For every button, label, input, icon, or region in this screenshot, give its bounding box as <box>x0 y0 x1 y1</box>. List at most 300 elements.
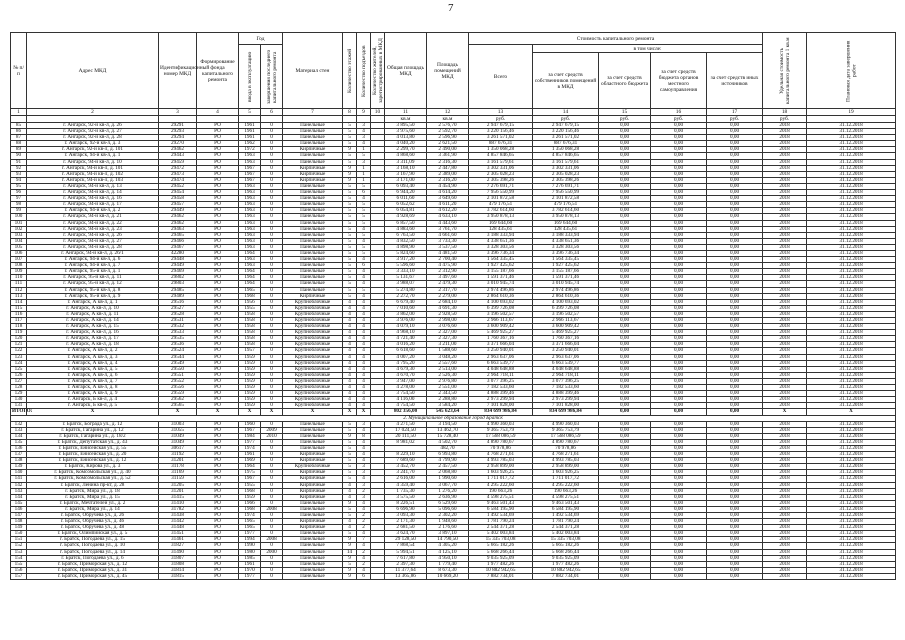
table-cell: 29469 <box>159 269 197 275</box>
table-cell: РО <box>197 232 239 238</box>
col-header-year-group: Год <box>239 33 283 45</box>
table-cell: 4 481,50 <box>427 250 469 256</box>
table-cell: 86 <box>11 129 27 135</box>
col-header-floors: Количество этажей <box>343 33 357 109</box>
table-cell: 4 338 651,36 <box>469 238 533 244</box>
table-cell: 31201 <box>159 458 197 464</box>
table-cell: 4 <box>343 330 357 336</box>
table-cell: 0 <box>261 226 283 232</box>
table-cell: 1 <box>357 147 371 153</box>
table-cell: г. Ангарск, А кв-л, д. 14 <box>27 318 159 324</box>
table-cell: 1967 <box>239 476 261 482</box>
col-header-address: Адрес МКД <box>27 33 159 109</box>
table-cell: Панельные <box>283 263 343 269</box>
table-cell: г. Братск, Приморская ул., д. 45 <box>27 573 159 579</box>
table-cell: 29531 <box>159 318 197 324</box>
table-cell: 4 990 360,03 <box>533 421 599 427</box>
table-cell: 31415 <box>159 494 197 500</box>
table-cell: 8 981,02 <box>385 439 427 445</box>
table-cell: РО <box>197 500 239 506</box>
table-cell: 2018 <box>763 403 807 409</box>
table-cell: РО <box>197 513 239 519</box>
table-cell: 3 261 571,02 <box>533 135 599 141</box>
table-cell: 6 399 726,08 <box>469 305 533 311</box>
table-cell: РО <box>197 439 239 445</box>
table-cell: 5 <box>343 476 357 482</box>
table-cell: 31.12.2018 <box>807 275 896 281</box>
table-cell: 2 973 299,94 <box>469 397 533 403</box>
table-cell: 0,00 <box>707 464 763 470</box>
column-number-row <box>11 109 896 116</box>
table-cell: 31.12.2018 <box>807 214 896 220</box>
table-cell: 0,00 <box>599 324 651 330</box>
table-cell: РО <box>197 360 239 366</box>
table-cell: 0,00 <box>707 537 763 543</box>
table-cell: 1963 <box>239 196 261 202</box>
table-cell: 6 054,81 <box>385 208 427 214</box>
table-cell: 0,00 <box>599 257 651 263</box>
table-cell: 3 600 909,42 <box>533 324 599 330</box>
unit-cell: руб. <box>651 116 707 123</box>
table-cell: 0 <box>261 324 283 330</box>
table-cell: 0,00 <box>651 525 707 531</box>
table-cell: 10 882 942,65 <box>533 567 599 573</box>
table-cell: 31438 <box>159 513 197 519</box>
table-cell: 0,00 <box>651 409 707 415</box>
table-cell: Панельные <box>283 226 343 232</box>
table-cell: 5 <box>357 232 371 238</box>
table-cell: 4 <box>357 378 371 384</box>
table-cell: 0,00 <box>707 421 763 427</box>
table-cell: РО <box>197 263 239 269</box>
table-cell: 0 <box>261 147 283 153</box>
table-cell: ИТОГО: <box>12 408 33 415</box>
table-cell: 0,00 <box>707 403 763 409</box>
table-cell: Панельные <box>283 250 343 256</box>
table-cell: 0,00 <box>651 183 707 189</box>
table-cell: 5 665 182,26 <box>469 543 533 549</box>
table-cell: 0,00 <box>707 123 763 129</box>
table-cell: 0 <box>261 403 283 409</box>
column-number: 1 <box>11 109 27 116</box>
table-cell: 4 454,90 <box>427 183 469 189</box>
table-cell: 3 010 945,74 <box>469 281 533 287</box>
table-cell: 31.12.2018 <box>807 385 896 391</box>
table-cell: 142 <box>11 482 27 488</box>
table-cell: г. Ангарск, А кв-л, д. 18 <box>27 342 159 348</box>
table-cell: 5 665 182,26 <box>533 543 599 549</box>
table-cell: 31.12.2018 <box>807 220 896 226</box>
table-cell: 0 <box>261 299 283 305</box>
table-cell: 8 226,51 <box>385 500 427 506</box>
table-cell: 7 101 828,00 <box>469 403 533 409</box>
table-cell: Кирпичные <box>283 470 343 476</box>
table-cell: 1957 <box>239 348 261 354</box>
table-cell: 0,00 <box>651 342 707 348</box>
table-cell: 2018 <box>763 555 807 561</box>
table-cell: 0,00 <box>599 494 651 500</box>
table-cell: 0,00 <box>599 269 651 275</box>
table-cell: 3 155 187,66 <box>469 269 533 275</box>
table-cell: 0,00 <box>599 141 651 147</box>
table-cell: г. Ангарск, А кв-л, д. 7 <box>27 378 159 384</box>
table-cell: 0,00 <box>651 433 707 439</box>
table-cell: 4 598 275,51 <box>469 494 533 500</box>
table-cell: 0,00 <box>707 470 763 476</box>
table-cell: 3 155 187,66 <box>533 269 599 275</box>
table-cell: 0,00 <box>707 324 763 330</box>
table-cell: 2018 <box>763 385 807 391</box>
table-cell: 0 <box>261 311 283 317</box>
table-cell: 4 <box>357 543 371 549</box>
col-header-residents: Количество жителей, зарегистрированных в МКД <box>371 33 385 109</box>
table-cell: РО <box>197 488 239 494</box>
table-cell: 31.12.2018 <box>807 458 896 464</box>
table-cell: 0,00 <box>599 123 651 129</box>
table-cell: 4 <box>357 336 371 342</box>
table-cell: 1963 <box>239 159 261 165</box>
table-cell: 2018 <box>763 372 807 378</box>
col-header-local: за счет средств бюджета органов местного самоуправления <box>651 53 707 109</box>
table-cell: г. Братск, Енисейская ул., д. 12 <box>27 458 159 464</box>
table-cell: 2 343,50 <box>427 391 469 397</box>
table-cell: 2 964 718,11 <box>533 372 599 378</box>
table-cell: 99 <box>11 208 27 214</box>
table-cell: 92 <box>11 165 27 171</box>
table-cell: 9 365 753,79 <box>469 427 533 433</box>
table-cell: 2018 <box>763 525 807 531</box>
table-cell: 4 <box>357 366 371 372</box>
table-cell: 0,00 <box>707 165 763 171</box>
table-cell: 2018 <box>763 452 807 458</box>
table-cell: 2018 <box>763 439 807 445</box>
table-cell: 4 <box>357 354 371 360</box>
table-cell: Крупноблочные <box>283 403 343 409</box>
table-cell: 1959 <box>239 385 261 391</box>
table-cell: 2018 <box>763 244 807 250</box>
table-cell: 0,00 <box>599 549 651 555</box>
table-cell: 0,00 <box>651 391 707 397</box>
table-cell: 5 994,51 <box>385 549 427 555</box>
table-cell: г. Ангарск, 94-й кв-л, д. 17 <box>27 202 159 208</box>
table-cell: РО <box>197 159 239 165</box>
table-cell: 1974 <box>239 445 261 451</box>
table-cell: 9 <box>343 171 357 177</box>
table-cell: 31.12.2018 <box>807 549 896 555</box>
table-cell: 0,00 <box>707 433 763 439</box>
table-cell: 0,00 <box>651 445 707 451</box>
table-cell: 9 <box>343 433 357 439</box>
table-cell: 6 <box>357 573 371 579</box>
table-cell: 0 <box>261 214 283 220</box>
table-cell: 3 <box>357 464 371 470</box>
table-cell: 2 681,50 <box>385 525 427 531</box>
table-cell: 4 <box>357 506 371 512</box>
table-cell: X <box>807 409 896 415</box>
table-cell: 31.12.2018 <box>807 537 896 543</box>
table-cell: 4 295 222,60 <box>469 482 533 488</box>
table-cell: 29474 <box>159 177 197 183</box>
table-cell: 29463 <box>159 226 197 232</box>
table-cell: 0,00 <box>707 196 763 202</box>
table-cell: 0 <box>261 500 283 506</box>
table-cell: 1 <box>357 171 371 177</box>
table-cell: 31.12.2018 <box>807 123 896 129</box>
table-cell: 0,00 <box>599 305 651 311</box>
table-cell: 4 888 399,46 <box>469 391 533 397</box>
table-cell: 2018 <box>763 531 807 537</box>
table-cell: 101 <box>11 220 27 226</box>
table-cell: 2018 <box>763 506 807 512</box>
table-cell: г. Ангарск, А кв-л, д. 1 <box>27 299 159 305</box>
table-cell: 31.12.2018 <box>807 287 896 293</box>
table-cell: г. Ангарск, 95-й кв-л, д. 1 <box>27 269 159 275</box>
table-cell: 4 007,20 <box>385 354 427 360</box>
table-cell: 29462 <box>159 214 197 220</box>
table-cell: 2018 <box>763 202 807 208</box>
table-cell: 1963 <box>239 190 261 196</box>
table-cell: 0,00 <box>599 214 651 220</box>
table-cell: 2 288,80 <box>427 397 469 403</box>
table-cell: 2 <box>357 519 371 525</box>
table-cell: РО <box>197 372 239 378</box>
table-cell: 0 <box>261 177 283 183</box>
table-cell: 0,00 <box>707 391 763 397</box>
table-cell: г. Братск, Олимпийская ул., д. 5 <box>27 531 159 537</box>
table-cell: 0,00 <box>599 421 651 427</box>
table-cell: Крупноблочные <box>283 318 343 324</box>
table-cell: 2018 <box>763 250 807 256</box>
table-cell: 0 <box>261 250 283 256</box>
table-cell: 2018 <box>763 573 807 579</box>
table-cell: 96 <box>11 190 27 196</box>
table-cell: РО <box>197 537 239 543</box>
table-cell: 0,00 <box>707 409 763 415</box>
table-cell: РО <box>197 287 239 293</box>
table-cell: 31448 <box>159 525 197 531</box>
table-cell: РО <box>197 293 239 299</box>
table-cell: 3 241,70 <box>385 470 427 476</box>
table-cell: Кирпичные <box>283 147 343 153</box>
table-cell: 2018 <box>763 348 807 354</box>
table-cell: 0,00 <box>599 244 651 250</box>
table-cell: 0 <box>261 452 283 458</box>
table-cell: 5 096,60 <box>427 506 469 512</box>
table-cell: 0,00 <box>707 531 763 537</box>
table-cell: 4 <box>357 427 371 433</box>
table-cell: 2 557,60 <box>427 360 469 366</box>
table-cell: 31.12.2018 <box>807 372 896 378</box>
table-cell: 2018 <box>763 427 807 433</box>
table-cell: 2000 <box>261 549 283 555</box>
table-cell: 4 <box>343 336 357 342</box>
table-cell: 0 <box>261 445 283 451</box>
table-cell: 2 928,50 <box>427 311 469 317</box>
table-cell: 0 <box>261 153 283 159</box>
table-cell: 0 <box>261 244 283 250</box>
table-cell: 2018 <box>763 482 807 488</box>
table-cell: 29459 <box>159 159 197 165</box>
table-cell: 0,00 <box>651 531 707 537</box>
column-number: 18 <box>763 109 807 116</box>
table-cell: 2 305 398,26 <box>533 177 599 183</box>
col-header-own: за счет средств собственников помещений в МКД <box>533 53 599 109</box>
table-cell: 3 194,50 <box>427 421 469 427</box>
table-cell: 0,00 <box>707 452 763 458</box>
table-cell: 112 <box>11 287 27 293</box>
table-cell: 0,00 <box>651 129 707 135</box>
table-cell: 29562 <box>159 397 197 403</box>
table-cell: РО <box>197 208 239 214</box>
table-cell: РО <box>197 275 239 281</box>
table-cell: 29532 <box>159 324 197 330</box>
table-cell: 0,00 <box>651 336 707 342</box>
table-cell: 114 <box>11 299 27 305</box>
table-cell: 1977 <box>239 531 261 537</box>
table-cell: 3 862,00 <box>385 311 427 317</box>
table-cell: X <box>343 409 357 415</box>
table-cell: 0 <box>261 257 283 263</box>
table-cell: 4 <box>357 311 371 317</box>
table-cell: г. Братск, Енисейская ул., д. 55 <box>27 445 159 451</box>
table-cell: 95 <box>11 183 27 189</box>
table-cell: 90 <box>11 153 27 159</box>
table-cell: 1990 <box>239 543 261 549</box>
table-cell: 0 <box>261 531 283 537</box>
table-cell: г. Братск, Бограда ул., д. 12 <box>27 421 159 427</box>
table-cell: 29528 <box>159 311 197 317</box>
table-cell: 2 958 899,00 <box>469 464 533 470</box>
table-cell: X <box>159 409 197 415</box>
table-cell: Крупноблочные <box>283 324 343 330</box>
table-cell: г. Ангарск, А кв-л, д. 17 <box>27 336 159 342</box>
table-cell: РО <box>197 506 239 512</box>
table-cell: 4 <box>343 342 357 348</box>
table-cell: 144 <box>11 494 27 500</box>
table-cell: 150 <box>11 531 27 537</box>
table-cell: РО <box>197 147 239 153</box>
table-cell: 118 <box>11 324 27 330</box>
table-cell: 2018 <box>763 190 807 196</box>
table-cell: 2 101 872,58 <box>469 196 533 202</box>
unit-cell: кв.м <box>385 116 427 123</box>
table-cell: 1 603 926,25 <box>533 470 599 476</box>
table-cell: 4 611,20 <box>427 202 469 208</box>
table-cell: 2 964 718,11 <box>469 372 533 378</box>
table-cell: 0,00 <box>707 567 763 573</box>
table-cell: Панельные <box>283 257 343 263</box>
table-cell: 0 <box>261 366 283 372</box>
table-cell: РО <box>197 123 239 129</box>
table-cell: 0,00 <box>599 372 651 378</box>
table-cell: 4 271,50 <box>385 421 427 427</box>
table-cell: Панельные <box>283 513 343 519</box>
table-cell: 31815 <box>159 573 197 579</box>
table-cell: 1959 <box>239 372 261 378</box>
table-cell: РО <box>197 391 239 397</box>
table-cell: 31205 <box>159 482 197 488</box>
table-cell: 1959 <box>239 391 261 397</box>
table-cell: 14 790,50 <box>427 537 469 543</box>
unit-cell <box>371 116 385 123</box>
table-cell: 31.12.2018 <box>807 281 896 287</box>
table-cell: 0,00 <box>599 226 651 232</box>
table-cell: 2 389,00 <box>427 171 469 177</box>
table-cell: 2 998,00 <box>427 318 469 324</box>
table-cell: 29524 <box>159 348 197 354</box>
table-cell: 2 317,70 <box>427 287 469 293</box>
table-cell: 0,00 <box>651 159 707 165</box>
table-cell: 0 <box>261 275 283 281</box>
table-cell: 2018 <box>763 500 807 506</box>
table-cell: 0,00 <box>707 354 763 360</box>
table-cell: 31.12.2018 <box>807 238 896 244</box>
table-cell: г. Ангарск, 94-й кв-л, д. 102 <box>27 171 159 177</box>
table-cell: 110 <box>11 275 27 281</box>
table-cell: 3 161 579,61 <box>533 159 599 165</box>
table-cell: 148 <box>11 519 27 525</box>
table-cell: 15 728,40 <box>427 433 469 439</box>
table-cell: Панельные <box>283 190 343 196</box>
table-cell: 31.12.2018 <box>807 439 896 445</box>
table-cell: 0,00 <box>599 250 651 256</box>
table-cell: Панельные <box>283 269 343 275</box>
table-cell: Панельные <box>283 159 343 165</box>
table-cell: 1961 <box>239 452 261 458</box>
table-cell: 124 <box>11 360 27 366</box>
table-cell: 0,00 <box>707 506 763 512</box>
table-cell: 5 <box>343 458 357 464</box>
table-cell: 5 <box>343 293 357 299</box>
table-cell: 887 676,31 <box>469 141 533 147</box>
table-cell: 1963 <box>239 153 261 159</box>
table-cell: 5 <box>343 513 357 519</box>
table-cell: 1 711 017,72 <box>533 476 599 482</box>
table-cell: Панельные <box>283 238 343 244</box>
table-cell: 31.12.2018 <box>807 555 896 561</box>
table-cell: 5 <box>343 275 357 281</box>
col-header-material: Материал стен <box>283 33 343 109</box>
table-cell: 0 <box>261 269 283 275</box>
table-cell: 29472 <box>159 165 197 171</box>
table-cell: 2018 <box>763 445 807 451</box>
column-number: 12 <box>427 109 469 116</box>
table-cell: 7 101 828,00 <box>533 403 599 409</box>
table-cell: 155 <box>11 561 27 567</box>
table-cell: 31.12.2018 <box>807 360 896 366</box>
table-cell: Панельные <box>283 196 343 202</box>
table-cell: 29556 <box>159 385 197 391</box>
table-cell: г. Ангарск, 94-й кв-л, д. 10 <box>27 159 159 165</box>
table-cell: 0,00 <box>599 336 651 342</box>
table-cell: г. Ангарск, 94-й кв-л, д. 28 <box>27 244 159 250</box>
table-cell: 0,00 <box>707 476 763 482</box>
column-number: 7 <box>283 109 343 116</box>
table-cell: 2 101 872,58 <box>533 196 599 202</box>
table-cell: г. Ангарск, А кв-л, д. 3 <box>27 354 159 360</box>
table-cell: г. Ангарск, 95-й кв-л, д. 12 <box>27 281 159 287</box>
table-cell: 9 <box>343 567 357 573</box>
table-cell: г. Ангарск, А кв-л, д. 5 <box>27 366 159 372</box>
table-cell: 1 977 482,26 <box>469 561 533 567</box>
table-cell: 5 <box>343 421 357 427</box>
table-cell: 0,00 <box>707 208 763 214</box>
table-cell: 70 978,86 <box>469 445 533 451</box>
table-cell: 834 699 986,84 <box>533 409 599 415</box>
table-cell: 1963 <box>239 214 261 220</box>
table-cell: 2 621,50 <box>427 141 469 147</box>
table-cell: 5 <box>343 244 357 250</box>
